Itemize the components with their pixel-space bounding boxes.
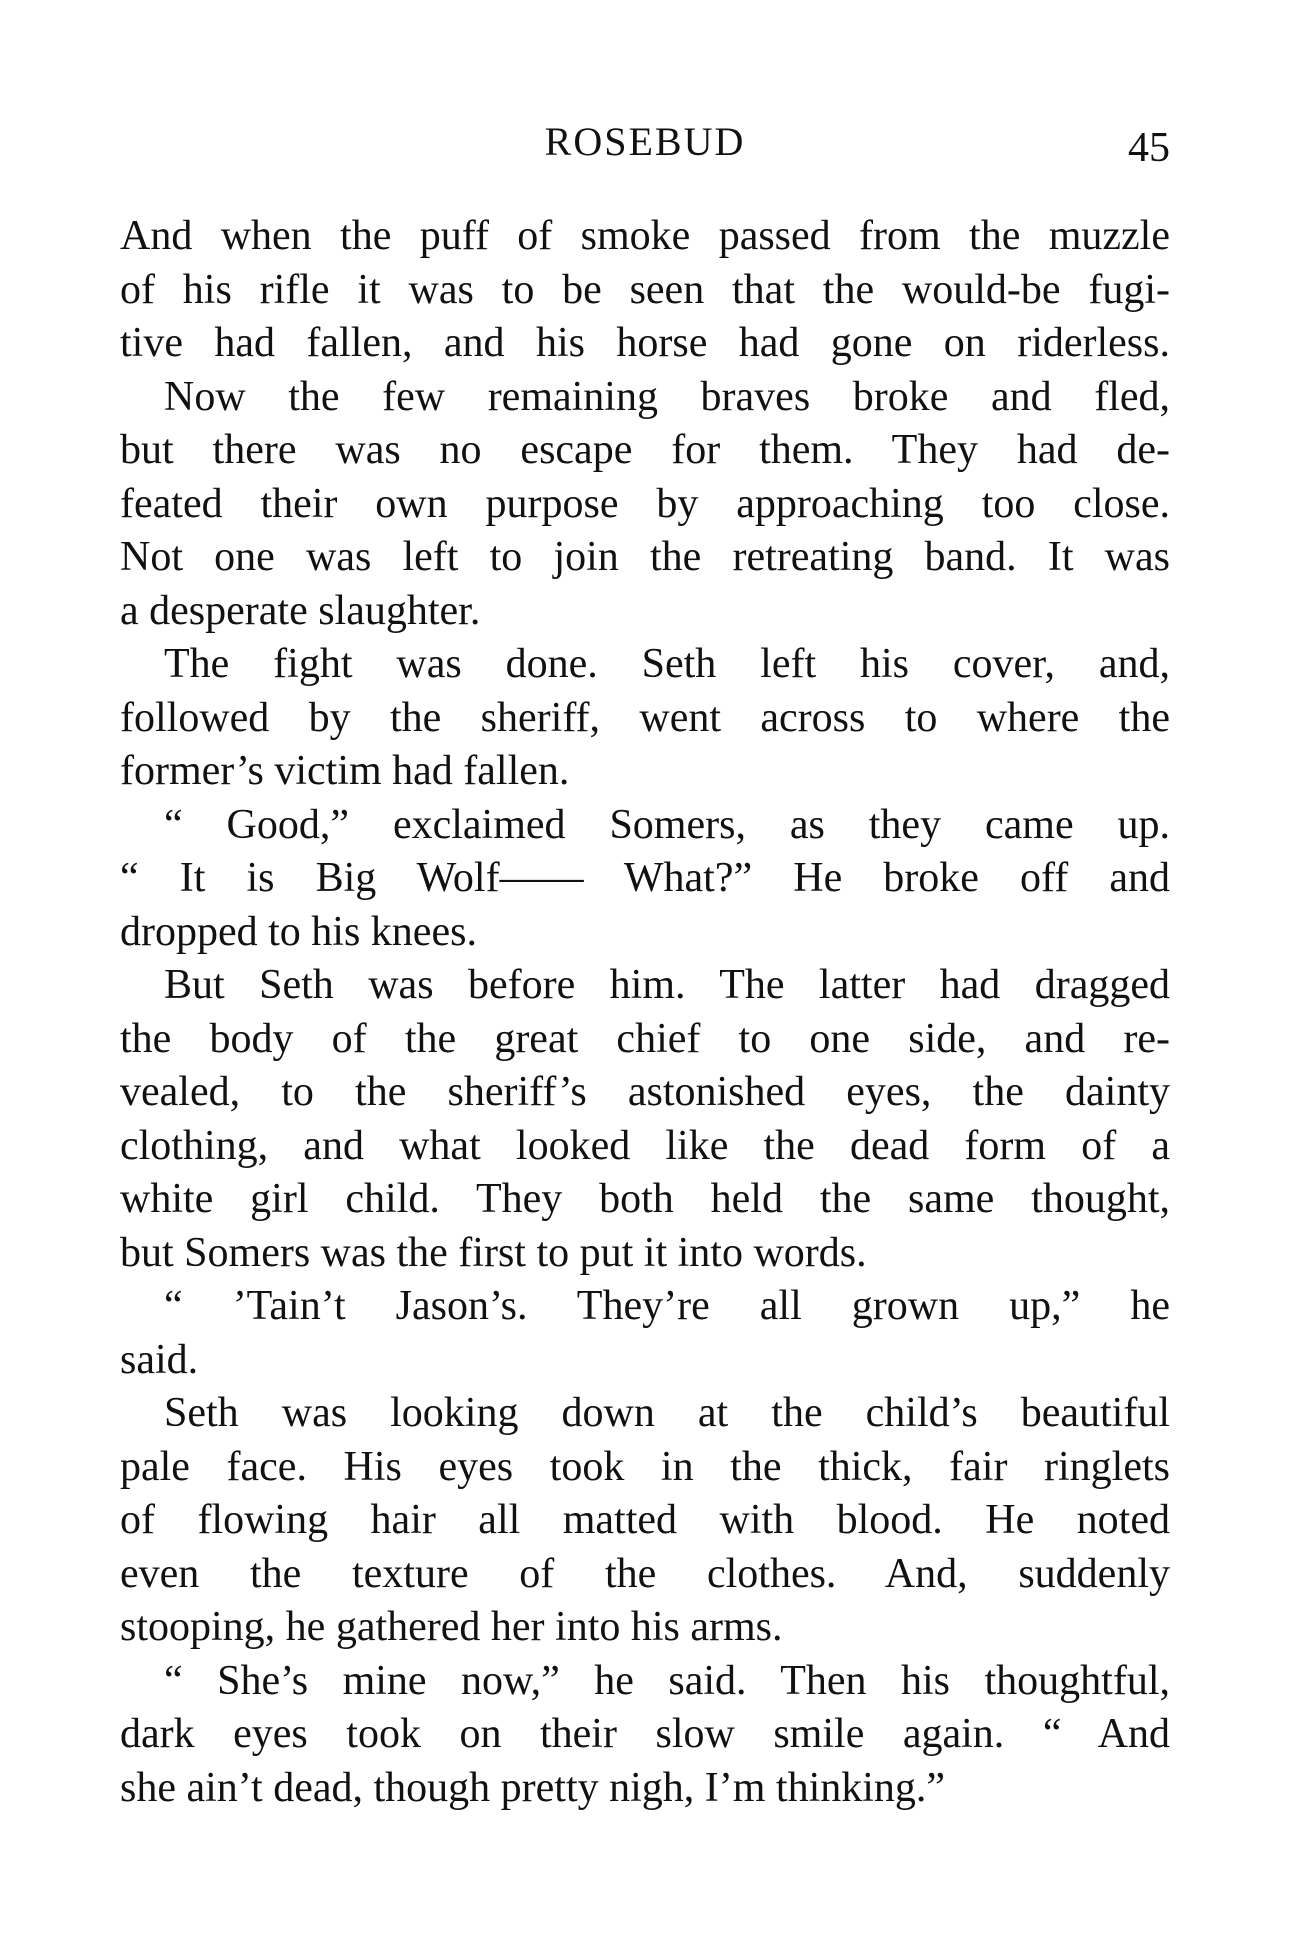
text-line: “ It is Big Wolf—— What?” He broke off and bbox=[120, 855, 1170, 901]
text-line: Seth was looking down at the child’s beautiful bbox=[164, 1390, 1170, 1436]
text-line: of flowing hair all matted with blood. He noted bbox=[120, 1497, 1170, 1543]
text-line: followed by the sheriff, went across to where the bbox=[120, 694, 1170, 741]
text-line: dropped to his knees. bbox=[120, 908, 477, 955]
text-line: but Somers was the first to put it into words. bbox=[120, 1229, 867, 1276]
text-line: Not one was left to join the retreating band. It was bbox=[120, 534, 1170, 580]
text-line: “ Good,” exclaimed Somers, as they came up. bbox=[164, 801, 1170, 848]
text-line: The fight was done. Seth left his cover, and, bbox=[164, 641, 1170, 687]
text-line: “ ’Tain’t Jason’s. They’re all grown up,” he bbox=[164, 1283, 1170, 1329]
text-line: but there was no escape for them. They had de- bbox=[120, 427, 1170, 473]
running-head bbox=[120, 118, 1170, 178]
text-line: feated their own purpose by approaching too close. bbox=[120, 480, 1170, 527]
text-line: white girl child. They both held the same thought, bbox=[120, 1176, 1170, 1222]
text-line: the body of the great chief to one side, and re- bbox=[120, 1015, 1170, 1062]
page-number: 45 bbox=[1128, 125, 1170, 171]
text-line: Now the few remaining braves broke and fled, bbox=[164, 373, 1170, 420]
text-line: a desperate slaughter. bbox=[120, 587, 481, 634]
text-line: said. bbox=[120, 1336, 199, 1383]
text-line: “ She’s mine now,” he said. Then his thoughtful, bbox=[164, 1657, 1170, 1704]
text-line: But Seth was before him. The latter had dragged bbox=[164, 962, 1170, 1008]
text-line: dark eyes took on their slow smile again. “ And bbox=[120, 1711, 1170, 1757]
text-line: stooping, he gathered her into his arms. bbox=[120, 1604, 783, 1650]
running-title: ROSEBUD bbox=[544, 119, 746, 164]
text-line: pale face. His eyes took in the thick, fair ringlets bbox=[120, 1443, 1170, 1490]
text-line: former’s victim had fallen. bbox=[120, 748, 570, 794]
text-line: And when the puff of smoke passed from the muzzle bbox=[120, 213, 1170, 259]
body-text bbox=[120, 210, 1170, 1815]
text-line: clothing, and what looked like the dead form of a bbox=[120, 1122, 1170, 1169]
text-line: even the texture of the clothes. And, suddenly bbox=[120, 1550, 1170, 1597]
text-line: of his rifle it was to be seen that the would-be fugi- bbox=[120, 266, 1170, 313]
text-line: she ain’t dead, though pretty nigh, I’m thinking.” bbox=[120, 1764, 946, 1811]
text-line: tive had fallen, and his horse had gone on riderless. bbox=[120, 320, 1170, 366]
text-line: vealed, to the sheriff’s astonished eyes, the dainty bbox=[120, 1069, 1170, 1115]
